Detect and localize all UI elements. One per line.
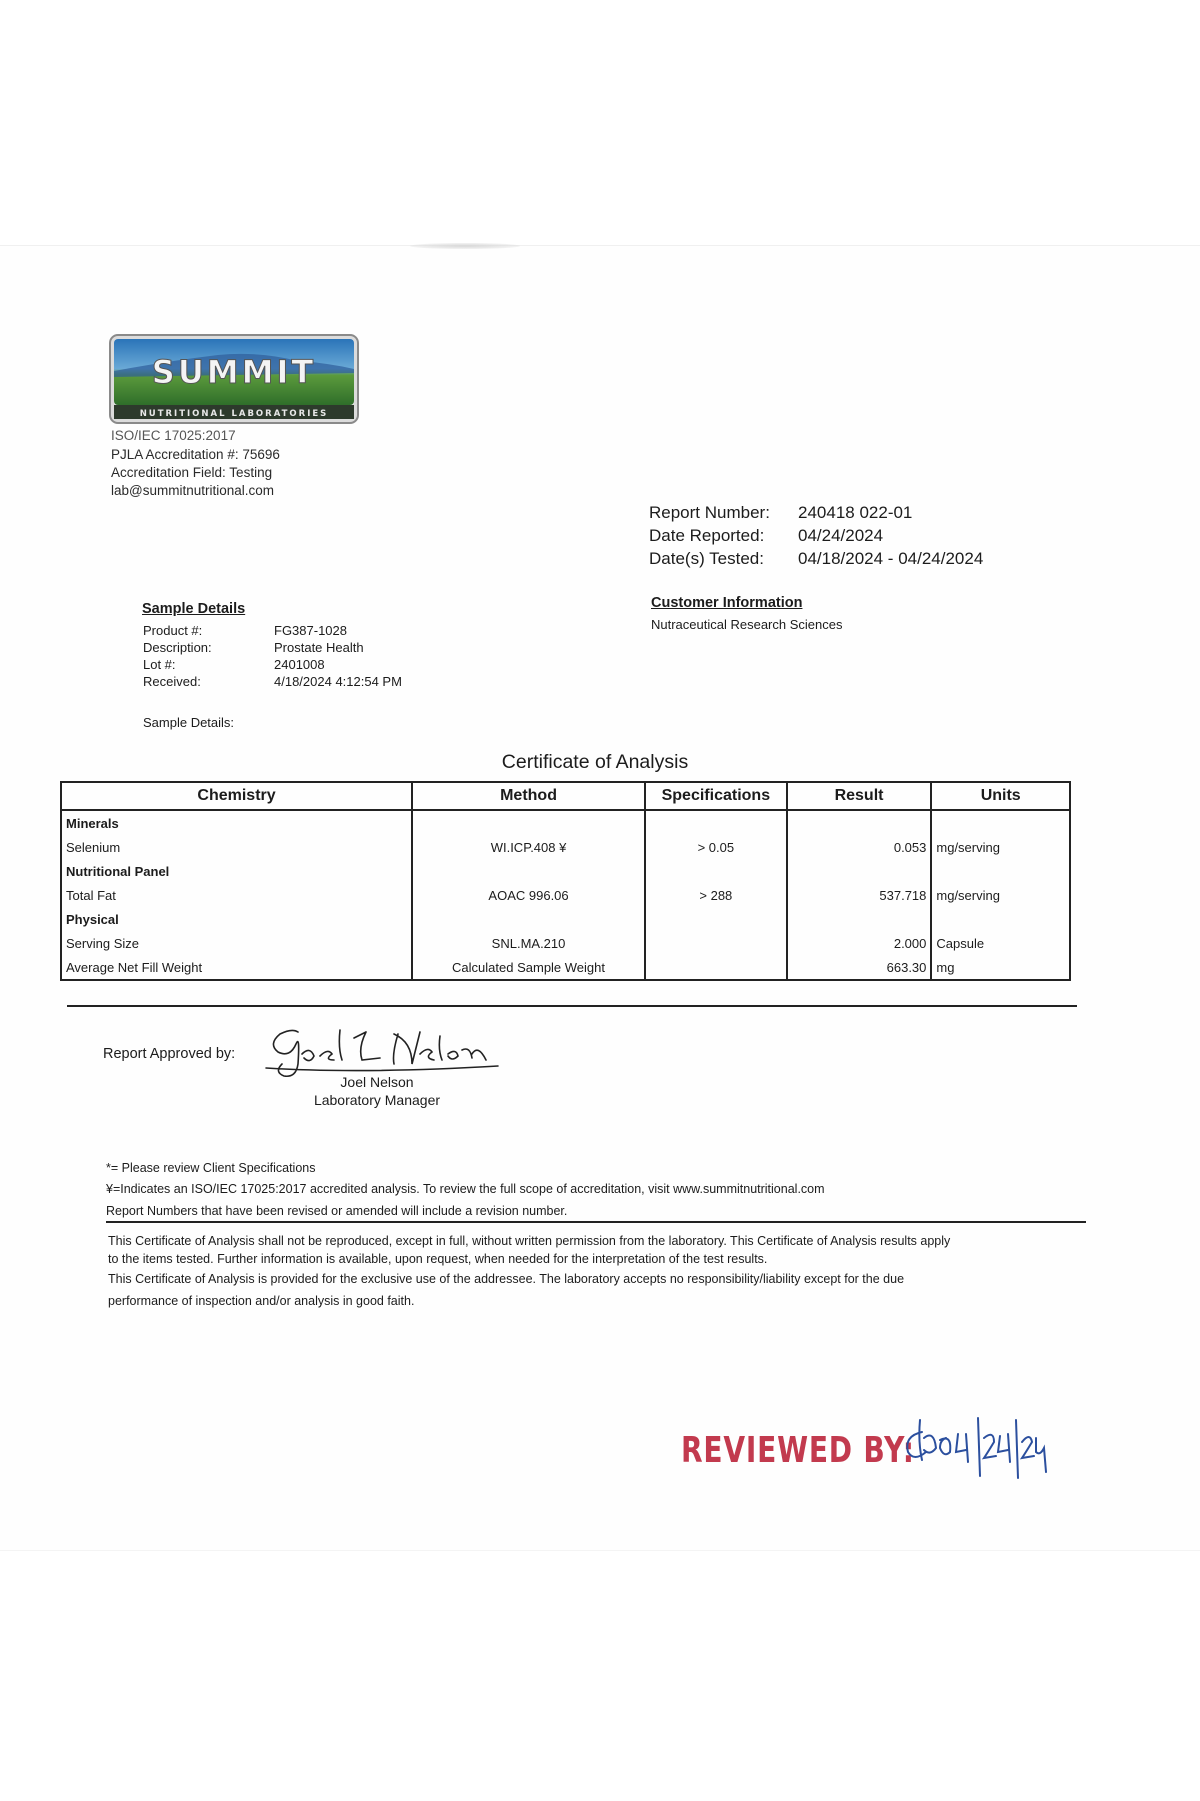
product-label: Product #: [143, 623, 203, 638]
disclaimer-line: performance of inspection and/or analysis in good faith. [108, 1294, 415, 1308]
sample-details-note-label: Sample Details: [143, 715, 235, 730]
specification [645, 931, 787, 955]
result: 663.30 [787, 955, 932, 980]
lot-label: Lot #: [143, 657, 176, 672]
customer-name: Nutraceutical Research Sciences [651, 617, 843, 632]
units: Capsule [931, 931, 1070, 955]
footnote-client-spec: *= Please review Client Specifications [106, 1161, 316, 1175]
analyte: Selenium [61, 835, 412, 859]
category-label: Minerals [61, 810, 412, 835]
lab-email: lab@summitnutritional.com [111, 483, 275, 498]
analyte: Serving Size [61, 931, 412, 955]
units: mg/serving [931, 835, 1070, 859]
summit-logo [108, 333, 360, 425]
report-number: 240418 022-01 [798, 503, 913, 522]
reviewer-signature [900, 1412, 1050, 1482]
table-row [61, 955, 1070, 980]
specification [645, 955, 787, 980]
category-row [61, 907, 1070, 931]
divider [67, 1005, 1077, 1007]
col-chemistry: Chemistry [61, 782, 412, 810]
description-label: Description: [143, 640, 212, 655]
date-reported: 04/24/2024 [798, 526, 884, 545]
table-row [61, 835, 1070, 859]
received-label: Received: [143, 674, 201, 689]
col-specifications: Specifications [645, 782, 787, 810]
specification: > 288 [645, 883, 787, 907]
received-value: 4/18/2024 4:12:54 PM [274, 674, 402, 689]
lot-value: 2401008 [274, 657, 325, 672]
page-shadow [410, 243, 520, 249]
iso-standard: ISO/IEC 17025:2017 [111, 428, 236, 443]
report-number-label: Report Number: [649, 503, 770, 522]
category-row [61, 859, 1070, 883]
dates-tested-label: Date(s) Tested: [649, 549, 764, 568]
table-row [61, 883, 1070, 907]
date-reported-label: Date Reported: [649, 526, 765, 545]
category-row [61, 810, 1070, 835]
disclaimer-line: This Certificate of Analysis is provided for the exclusive use of the addressee. The laboratory accepts no responsibility/liability except for the due [108, 1272, 905, 1286]
approved-by-label: Report Approved by: [103, 1046, 236, 1062]
method: SNL.MA.210 [412, 931, 645, 955]
result: 2.000 [787, 931, 932, 955]
units: mg/serving [931, 883, 1070, 907]
approver-title: Laboratory Manager [313, 1092, 441, 1108]
dates-tested: 04/18/2024 - 04/24/2024 [798, 549, 984, 568]
result: 537.718 [787, 883, 932, 907]
pjla-accreditation: PJLA Accreditation #: 75696 [111, 447, 280, 462]
table-row [61, 931, 1070, 955]
method: Calculated Sample Weight [412, 955, 645, 980]
table-header-row [61, 782, 1070, 810]
analyte: Average Net Fill Weight [61, 955, 412, 980]
description-value: Prostate Health [274, 640, 364, 655]
svg-text:NUTRITIONAL LABORATORIES: NUTRITIONAL LABORATORIES [139, 409, 329, 419]
category-label: Physical [61, 907, 412, 931]
customer-info-heading: Customer Information [651, 595, 803, 611]
bottom-margin [0, 1550, 1200, 1801]
disclaimer-line: This Certificate of Analysis shall not be reproduced, except in full, without written permission from the laboratory. This Certificate of Analysis results apply [108, 1234, 951, 1248]
method: WI.ICP.408 ¥ [412, 835, 645, 859]
category-label: Nutritional Panel [61, 859, 412, 883]
analyte: Total Fat [61, 883, 412, 907]
footnote-accreditation: ¥=Indicates an ISO/IEC 17025:2017 accredited analysis. To review the full scope of accreditation, visit www.summitnutritional.com [106, 1182, 825, 1196]
disclaimer-line: to the items tested. Further information is available, upon request, when needed for the interpretation of the test results. [108, 1252, 768, 1266]
col-method: Method [412, 782, 645, 810]
col-result: Result [787, 782, 932, 810]
result: 0.053 [787, 835, 932, 859]
product-value: FG387-1028 [274, 623, 347, 638]
specification: > 0.05 [645, 835, 787, 859]
accreditation-field: Accreditation Field: Testing [111, 465, 273, 480]
col-units: Units [931, 782, 1070, 810]
footnote-divider [106, 1221, 1086, 1223]
approver-name: Joel Nelson [340, 1074, 414, 1090]
reviewed-by-stamp: REVIEWED BY: [681, 1430, 915, 1471]
svg-text:SUMMIT: SUMMIT [151, 353, 317, 391]
certificate-title: Certificate of Analysis [501, 751, 689, 773]
results-table [60, 781, 1071, 981]
top-margin [0, 0, 1200, 245]
units: mg [931, 955, 1070, 980]
sample-details-heading: Sample Details [142, 601, 246, 617]
method: AOAC 996.06 [412, 883, 645, 907]
footnote-revisions: Report Numbers that have been revised or amended will include a revision number. [106, 1204, 568, 1218]
